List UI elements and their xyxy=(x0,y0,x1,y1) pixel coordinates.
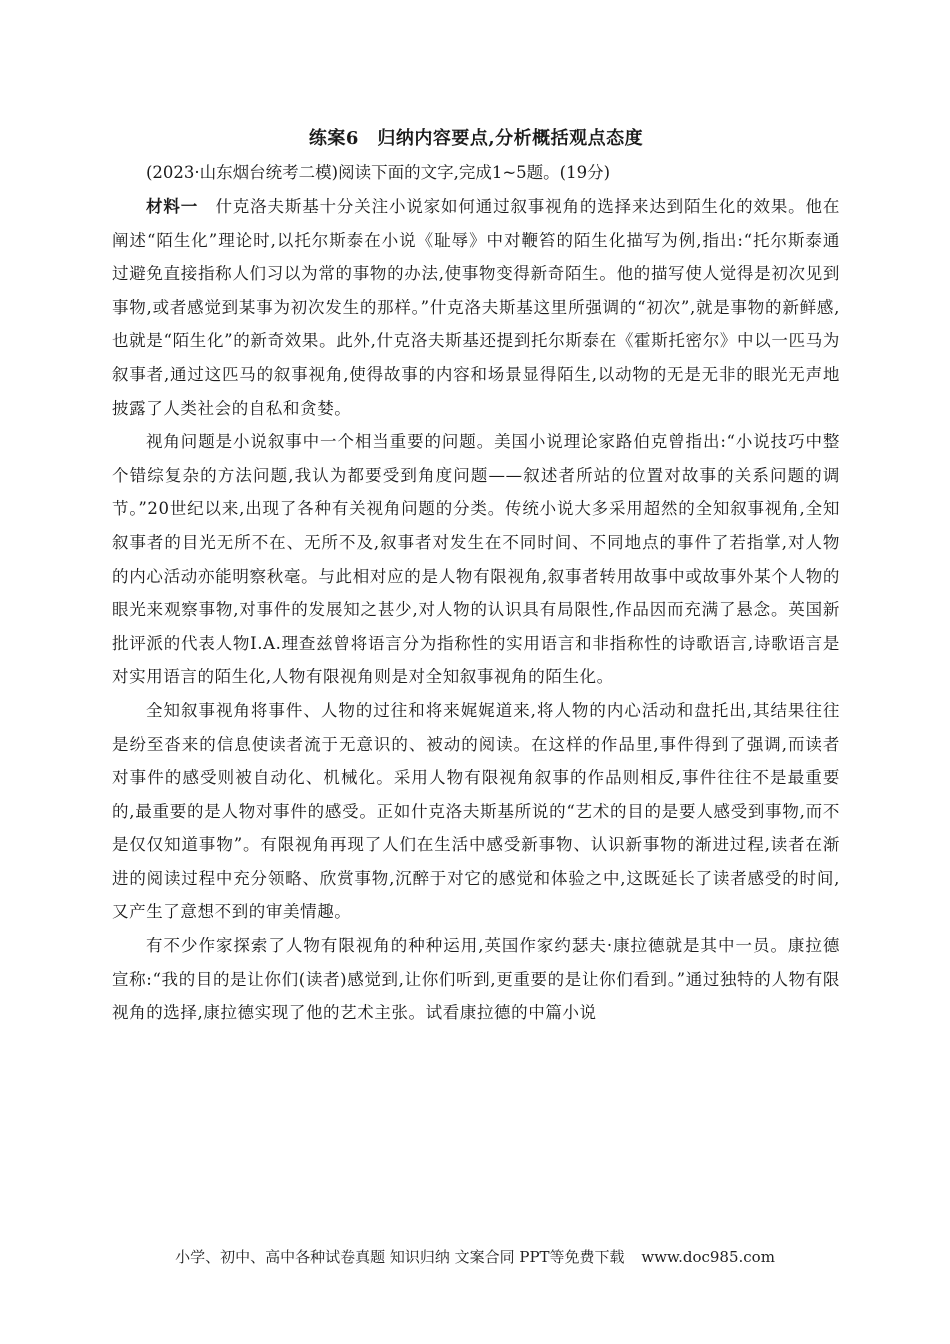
paragraph-1 xyxy=(112,190,840,425)
paragraph-3: 全知叙事视角将事件、人物的过往和将来娓娓道来,将人物的内心活动和盘托出,其结果往往是纷至沓来的信息使读者流于无意识的、被动的阅读。在这样的作品里,事件得到了强调,而读者对事件的感受则被自动化、机械化。采用人物有限视角叙事的作品则相反,事件往往不是最重要的,最重要的是人物对事件的感受。正如什克洛夫斯基所说的“艺术的目的是要人感受到事物,而不是仅仅知道事物”。有限视角再现了人们在生活中感受新事物、认识新事物的渐进过程,读者在渐进的阅读过程中充分领略、欣赏事物,沉醉于对它的感觉和体验之中,这既延长了读者感受的时间,又产生了意想不到的审美情趣。 xyxy=(112,700,840,922)
paragraph-2: 视角问题是小说叙事中一个相当重要的问题。美国小说理论家路伯克曾指出:“小说技巧中整个错综复杂的方法问题,我认为都要受到角度问题——叙述者所站的位置对故事的关系问题的调节。”20世纪以来,出现了各种有关视角问题的分类。传统小说大多采用超然的全知叙事视角,全知叙事者的目光无所不在、无所不及,叙事者对发生在不同时间、不同地点的事件了若指掌,对人物的内心活动亦能明察秋毫。与此相对应的是人物有限视角,叙事者转用故事中或故事外某个人物的眼光来观察事物,对事件的发展知之甚少,对人物的认识具有局限性,作品因而充满了悬念。英国新批评派的代表人物I.A.理查兹曾将语言分为指称性的实用语言和非指称性的诗歌语言,诗歌语言是对实用语言的陌生化,人物有限视角则是对全知叙事视角的陌生化。 xyxy=(112,432,840,687)
footer-url[interactable]: www.doc985.com xyxy=(641,1248,775,1266)
document-body xyxy=(112,122,840,1030)
page-footer xyxy=(0,1246,950,1267)
footer-text: 小学、初中、高中各种试卷真题 知识归纳 文案合同 PPT等免费下载 xyxy=(175,1248,625,1266)
exercise-title: 练案6 归纳内容要点,分析概括观点态度 xyxy=(308,128,644,149)
source-line: (2023·山东烟台统考二模)阅读下面的文字,完成1~5题。(19分) xyxy=(146,163,611,182)
paragraph-1-text: 什克洛夫斯基十分关注小说家如何通过叙事视角的选择来达到陌生化的效果。他在阐述“陌生化”理论时,以托尔斯泰在小说《耻辱》中对鞭笞的陌生化描写为例,指出:“托尔斯泰通过避免直接指称人们习以为常的事物的办法,使事物变得新奇陌生。他的描写使人觉得是初次见到事物,或者感觉到某事为初次发生的那样。”什克洛夫斯基这里所强调的“初次”,就是事物的新鲜感,也就是“陌生化”的新奇效果。此外,什克洛夫斯基还提到托尔斯泰在《霍斯托密尔》中以一匹马为叙事者,通过这匹马的叙事视角,使得故事的内容和场景显得陌生,以动物的无是无非的眼光无声地披露了人类社会的自私和贪婪。 xyxy=(112,197,840,418)
material-label: 材料一 xyxy=(146,197,199,216)
paragraph-4: 有不少作家探索了人物有限视角的种种运用,英国作家约瑟夫·康拉德就是其中一员。康拉德宣称:“我的目的是让你们(读者)感觉到,让你们听到,更重要的是让你们看到。”通过独特的人物有限视角的选择,康拉德实现了他的艺术主张。试看康拉德的中篇小说 xyxy=(112,936,840,1023)
